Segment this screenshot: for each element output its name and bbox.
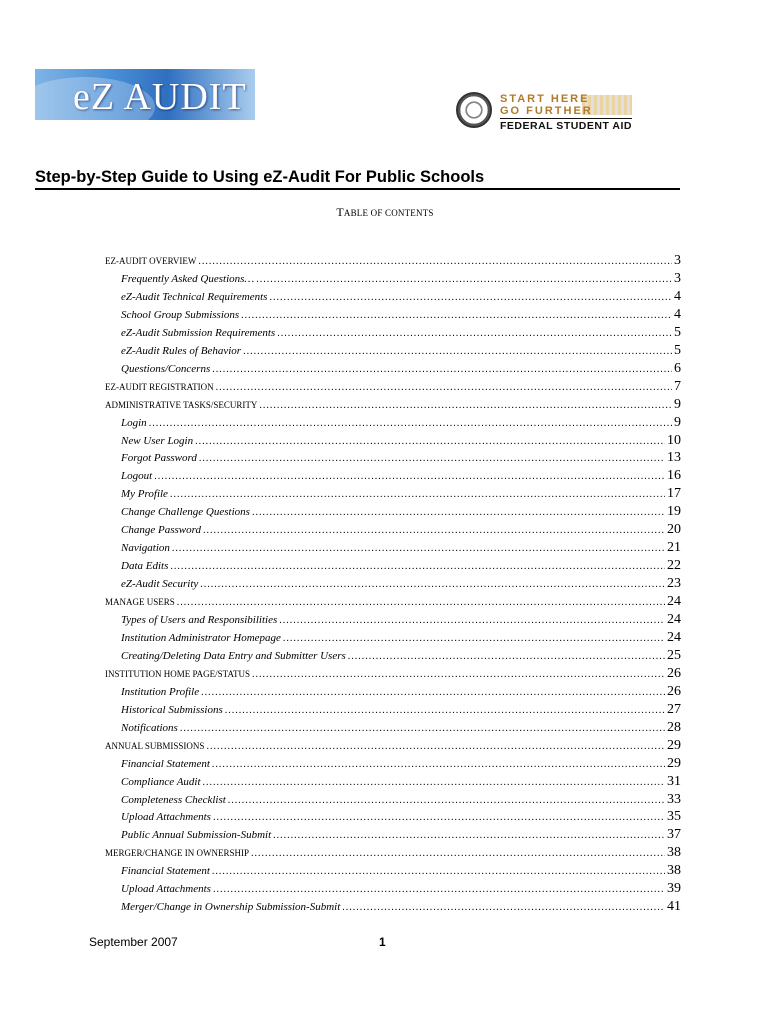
toc-entry-page: 28 [667, 719, 681, 735]
toc-dot-leader [201, 687, 665, 698]
toc-entry-page: 38 [667, 845, 681, 861]
toc-entry-label: eZ-Audit Rules of Behavior [121, 344, 242, 357]
toc-dot-leader [203, 525, 665, 536]
toc-dot-leader [283, 633, 665, 644]
toc-subsection-entry[interactable] [121, 504, 681, 520]
toc-entry-page: 24 [667, 612, 681, 627]
toc-subsection-entry[interactable] [121, 522, 681, 538]
toc-entry-page: 10 [667, 432, 681, 448]
toc-entry-label: Change Password [121, 524, 201, 537]
toc-dot-leader [200, 579, 665, 590]
toc-entry-page: 17 [667, 486, 681, 502]
toc-entry-label: Public Annual Submission-Submit [121, 829, 272, 842]
toc-subsection-entry[interactable] [121, 468, 681, 484]
toc-entry-label: MANAGE USERS [105, 597, 175, 608]
toc-dot-leader [277, 328, 672, 339]
toc-dot-leader [243, 346, 672, 357]
toc-entry-page: 5 [674, 342, 681, 358]
toc-entry-label: MERGER/CHANGE IN OWNERSHIP [105, 848, 249, 859]
toc-subsection-entry[interactable] [121, 863, 681, 879]
toc-subsection-entry[interactable] [121, 558, 681, 574]
toc-entry-page: 39 [667, 881, 681, 897]
footer-date: September 2007 [89, 935, 178, 949]
ez-audit-logo-text: eZ AUDIT [73, 76, 247, 118]
toc-entry-page: 3 [674, 253, 681, 268]
toc-subsection-entry[interactable] [121, 415, 681, 431]
toc-entry-label: ANNUAL SUBMISSIONS [105, 740, 205, 751]
toc-entry-page: 35 [667, 809, 681, 825]
toc-entry-page: 29 [667, 755, 681, 771]
toc-subsection-entry[interactable] [121, 361, 681, 377]
toc-dot-leader [195, 436, 665, 447]
toc-dot-leader [149, 418, 672, 429]
department-seal-icon [456, 92, 492, 128]
toc-dot-leader [252, 507, 665, 518]
toc-entry-page: 37 [667, 827, 681, 843]
toc-dot-leader [348, 651, 665, 662]
toc-entry-label: Questions/Concerns [121, 362, 211, 375]
toc-dot-leader [180, 723, 665, 734]
toc-entry-label: EZ-AUDIT OVERVIEW [105, 256, 197, 266]
toc-entry-label: Historical Submissions [121, 703, 223, 716]
toc-entry-label: Logout [121, 470, 153, 483]
toc-entry-page: 38 [667, 863, 681, 879]
toc-entry-label: eZ-Audit Submission Requirements [121, 326, 276, 339]
toc-entry-page: 3 [674, 270, 681, 286]
toc-dot-leader [228, 795, 665, 806]
toc-subsection-entry[interactable] [121, 756, 681, 772]
ez-audit-logo [35, 69, 255, 120]
toc-entry-page: 21 [667, 540, 681, 556]
toc-entry-page: 19 [667, 504, 681, 520]
toc-section-entry[interactable] [105, 738, 681, 754]
toc-dot-leader [241, 310, 672, 321]
toc-entry-label: Change Challenge Questions [121, 506, 250, 519]
toc-section-entry[interactable] [105, 845, 681, 861]
toc-subsection-entry[interactable] [121, 433, 681, 449]
toc-subsection-entry[interactable] [121, 881, 681, 897]
toc-subsection-entry[interactable] [121, 612, 681, 628]
toc-entry-page: 26 [667, 665, 681, 681]
toc-dot-leader [206, 741, 665, 752]
toc-subsection-entry[interactable] [121, 702, 681, 718]
toc-subsection-entry[interactable] [121, 684, 681, 700]
toc-entry-label: INSTITUTION HOME PAGE/STATUS [105, 668, 250, 679]
toc-entry-page: 4 [674, 288, 681, 304]
toc-entry-label: New User Login [121, 434, 194, 447]
toc-dot-leader [212, 759, 665, 770]
toc-entry-page: 25 [667, 647, 681, 663]
toc-dot-leader [279, 615, 665, 626]
toc-entry-label: My Profile [121, 488, 168, 501]
toc-entry-label: Merger/Change in Ownership Submission-Submit [121, 901, 341, 914]
toc-entry-page: 5 [674, 324, 681, 340]
toc-dot-leader [273, 830, 665, 841]
toc-dot-leader [198, 256, 672, 267]
toc-entry-page: 6 [674, 360, 681, 376]
logo-tagline-go-further: GO FURTHER [500, 105, 593, 117]
toc-entry-label: EZ-AUDIT REGISTRATION [105, 381, 214, 392]
toc-entry-label: Compliance Audit [121, 775, 201, 788]
toc-subsection-entry[interactable] [121, 792, 681, 808]
toc-dot-leader [212, 364, 672, 375]
toc-section-entry[interactable] [105, 253, 681, 269]
toc-entry-page: 23 [667, 576, 681, 592]
toc-entry-page: 9 [674, 414, 681, 430]
toc-entry-page: 9 [674, 396, 681, 412]
toc-entry-label: Login [121, 416, 147, 429]
toc-dot-leader [172, 543, 665, 554]
toc-entry-page: 27 [667, 701, 681, 717]
toc-dot-leader [213, 812, 665, 823]
toc-dot-leader [251, 848, 665, 859]
toc-entry-page: 33 [667, 791, 681, 807]
toc-subsection-entry[interactable] [121, 576, 681, 592]
toc-entry-page: 41 [667, 899, 681, 915]
toc-heading-initial: T [336, 205, 344, 219]
toc-subsection-entry[interactable] [121, 774, 681, 790]
toc-subsection-entry[interactable] [121, 307, 681, 323]
toc-subsection-entry[interactable] [121, 648, 681, 664]
toc-entry-page: 7 [674, 378, 681, 394]
logo-agency-name: FEDERAL STUDENT AID [500, 120, 633, 132]
toc-dot-leader [216, 382, 672, 393]
toc-dot-leader [154, 471, 665, 482]
toc-dot-leader [199, 453, 665, 464]
toc-subsection-entry[interactable] [121, 289, 681, 305]
toc-subsection-entry[interactable] [121, 630, 681, 646]
toc-entry-page: 31 [667, 773, 681, 789]
toc-entry-label: Navigation [121, 542, 170, 555]
toc-entry-label: Completeness Checklist [121, 793, 226, 806]
toc-section-entry[interactable] [105, 397, 681, 413]
toc-subsection-entry[interactable] [121, 540, 681, 556]
toc-entry-label: eZ-Audit Technical Requirements [121, 290, 268, 303]
toc-dot-leader [252, 669, 665, 680]
toc-entry-label: Data Edits [121, 560, 169, 573]
toc-dot-leader [342, 902, 665, 913]
toc-entry-page: 22 [667, 558, 681, 574]
toc-dot-leader [170, 561, 665, 572]
toc-entry-page: 29 [667, 737, 681, 753]
toc-dot-leader [213, 884, 665, 895]
toc-entry-label: eZ-Audit Security [121, 578, 199, 591]
footer-page-number: 1 [379, 935, 386, 949]
toc-dot-leader [256, 274, 672, 285]
toc-entry-label: Notifications [121, 721, 178, 734]
toc-dot-leader [269, 292, 672, 303]
toc-entry-label: Institution Profile [121, 685, 200, 698]
federal-student-aid-logo [456, 92, 636, 134]
toc-section-entry[interactable] [105, 666, 681, 682]
toc-entry-page: 13 [667, 450, 681, 466]
toc-subsection-entry[interactable] [121, 343, 681, 359]
toc-section-entry[interactable] [105, 379, 681, 395]
toc-entry-label: Forgot Password [121, 452, 197, 465]
toc-subsection-entry[interactable] [121, 486, 681, 502]
toc-entry-label: Institution Administrator Homepage [121, 631, 281, 644]
toc-heading-rest: ABLE OF CONTENTS [343, 208, 434, 218]
toc-entry-label: ADMINISTRATIVE TASKS/SECURITY [105, 399, 258, 410]
document-title: Step-by-Step Guide to Using eZ-Audit For Public Schools [35, 166, 680, 190]
toc-entry-page: 24 [667, 594, 681, 610]
toc-dot-leader [203, 777, 665, 788]
toc-dot-leader [177, 597, 665, 608]
toc-subsection-entry[interactable] [121, 325, 681, 341]
toc-subsection-entry[interactable] [121, 809, 681, 825]
toc-entry-label: Types of Users and Responsibilities [121, 614, 278, 626]
toc-subsection-entry[interactable] [121, 450, 681, 466]
logo-tagline-start-here: START HERE [500, 93, 590, 105]
toc-entry-label: Financial Statement [121, 865, 210, 878]
toc-entry-page: 24 [667, 629, 681, 645]
toc-entry-label: School Group Submissions [121, 308, 240, 321]
toc-section-entry[interactable] [105, 594, 681, 610]
toc-entry-label: Financial Statement [121, 757, 210, 770]
toc-entry-page: 4 [674, 306, 681, 322]
toc-entry-label: Upload Attachments [121, 811, 211, 824]
toc-entry-page: 26 [667, 683, 681, 699]
toc-entry-page: 16 [667, 468, 681, 484]
toc-subsection-entry[interactable] [121, 827, 681, 843]
toc-dot-leader [225, 705, 665, 716]
toc-subsection-entry[interactable] [121, 899, 681, 915]
toc-entry-page: 20 [667, 522, 681, 538]
toc-entry-label: Frequently Asked Questions… [121, 272, 255, 285]
toc-dot-leader [259, 400, 672, 411]
toc-subsection-entry[interactable] [121, 720, 681, 736]
toc-dot-leader [170, 489, 665, 500]
toc-subsection-entry[interactable] [121, 271, 681, 287]
toc-entry-label: Upload Attachments [121, 883, 211, 896]
toc-dot-leader [212, 866, 665, 877]
toc-entry-label: Creating/Deleting Data Entry and Submitter Users [121, 649, 346, 662]
toc-heading [0, 205, 770, 220]
